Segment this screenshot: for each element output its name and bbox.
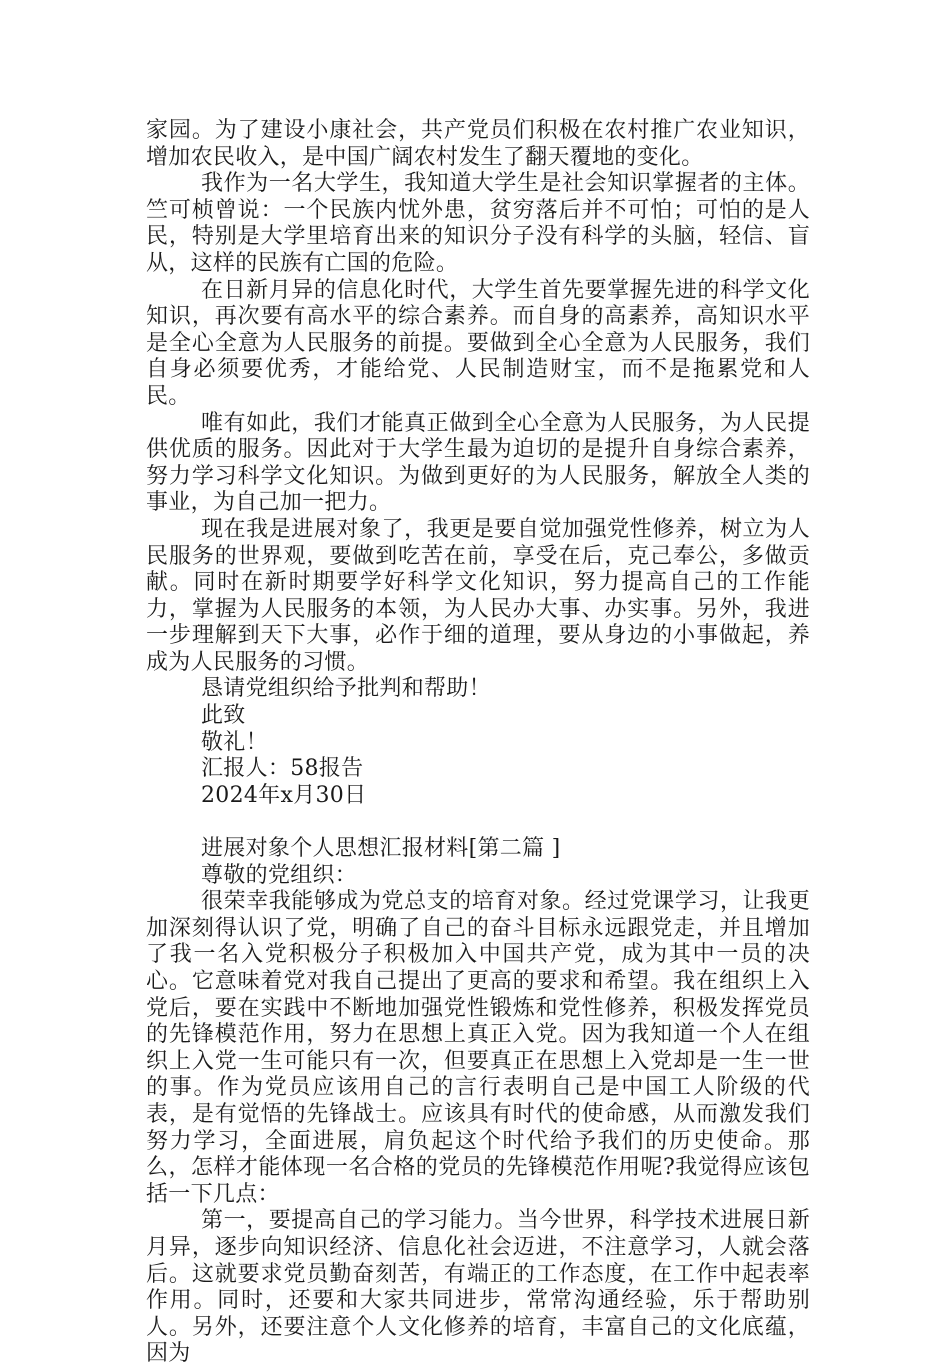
paragraph: 我作为一名大学生，我知道大学生是社会知识掌握者的主体。竺可桢曾说：一个民族内忧外患，贫穷落后并不可怕；可怕的是人民，特别是大学里培育出来的知识分子没有科学的头脑，轻信、盲从，这样的民族有亡国的危险。 (146, 171, 810, 276)
paragraph: 现在我是进展对象了，我更是要自觉加强党性修养，树立为人民服务的世界观，要做到吃苦在前，享受在后，克己奉公，多做贡献。同时在新时期要学好科学文化知识，努力提高自己的工作能力，掌握为人民服务的本领，为人民办大事、办实事。另外，我进一步理解到天下大事，必作于细的道理，要从身边的小事做起，养成为人民服务的习惯。 (146, 516, 810, 675)
paragraph: 家园。为了建设小康社会，共产党员们积极在农村推广农业知识，增加农民收入，是中国广阔农村发生了翻天覆地的变化。 (146, 118, 810, 170)
paragraph: 在日新月异的信息化时代，大学生首先要掌握先进的科学文化知识，再次要有高水平的综合素养。而自身的高素养，高知识水平是全心全意为人民服务的前提。要做到全心全意为人民服务，我们自身必须要优秀，才能给党、人民制造财宝，而不是拖累党和人民。 (146, 277, 810, 409)
greeting: 尊敬的党组织： (201, 862, 358, 888)
report-date: 2024年x月30日 (201, 782, 367, 808)
paragraph: 很荣幸我能够成为党总支的培育对象。经过党课学习，让我更加深刻得认识了党，明确了自己的奋斗目标永远跟党走，并且增加了我一名入党积极分子积极加入中国共产党，成为其中一员的决心。它意味着党对我自己提出了更高的要求和希望。我在组织上入党后，要在实践中不断地加强党性锻炼和党性修养，积极发挥党员的先锋模范作用，努力在思想上真正入党。因为我知道一个人在组织上入党一生可能只有一次，但要真正在思想上入党却是一生一世的事。作为党员应该用自己的言行表明自己是中国工人阶级的代表，是有觉悟的先锋战士。应该具有时代的使命感，从而激发我们努力学习，全面进展，肩负起这个时代给予我们的历史使命。那么，怎样才能体现一名合格的党员的先锋模范作用呢?我觉得应该包括一下几点： (146, 889, 810, 1207)
blank-line (146, 809, 810, 836)
document-page (146, 118, 810, 1368)
closing-request: 恳请党组织给予批判和帮助！ (201, 676, 491, 702)
paragraph: 第一，要提高自己的学习能力。当今世界，科学技术进展日新月异，逐步向知识经济、信息化社会迈进，不注意学习，人就会落后。这就要求党员勤奋刻苦，有端正的工作态度，在工作中起表率作用。同时，还要和大家共同进步，常常沟通经验，乐于帮助别人。另外，还要注意个人文化修养的培育，丰富自己的文化底蕴，因为 (146, 1208, 810, 1367)
section-title: 进展对象个人思想汇报材料[第二篇 ] (201, 836, 561, 862)
reporter-signature: 汇报人：58报告 (201, 756, 364, 782)
closing-salutation-2: 敬礼！ (201, 729, 268, 755)
closing-salutation-1: 此致 (201, 703, 246, 729)
paragraph: 唯有如此，我们才能真正做到全心全意为人民服务，为人民提供优质的服务。因此对于大学生最为迫切的是提升自身综合素养，努力学习科学文化知识。为做到更好的为人民服务，解放全人类的事业，为自己加一把力。 (146, 410, 810, 516)
